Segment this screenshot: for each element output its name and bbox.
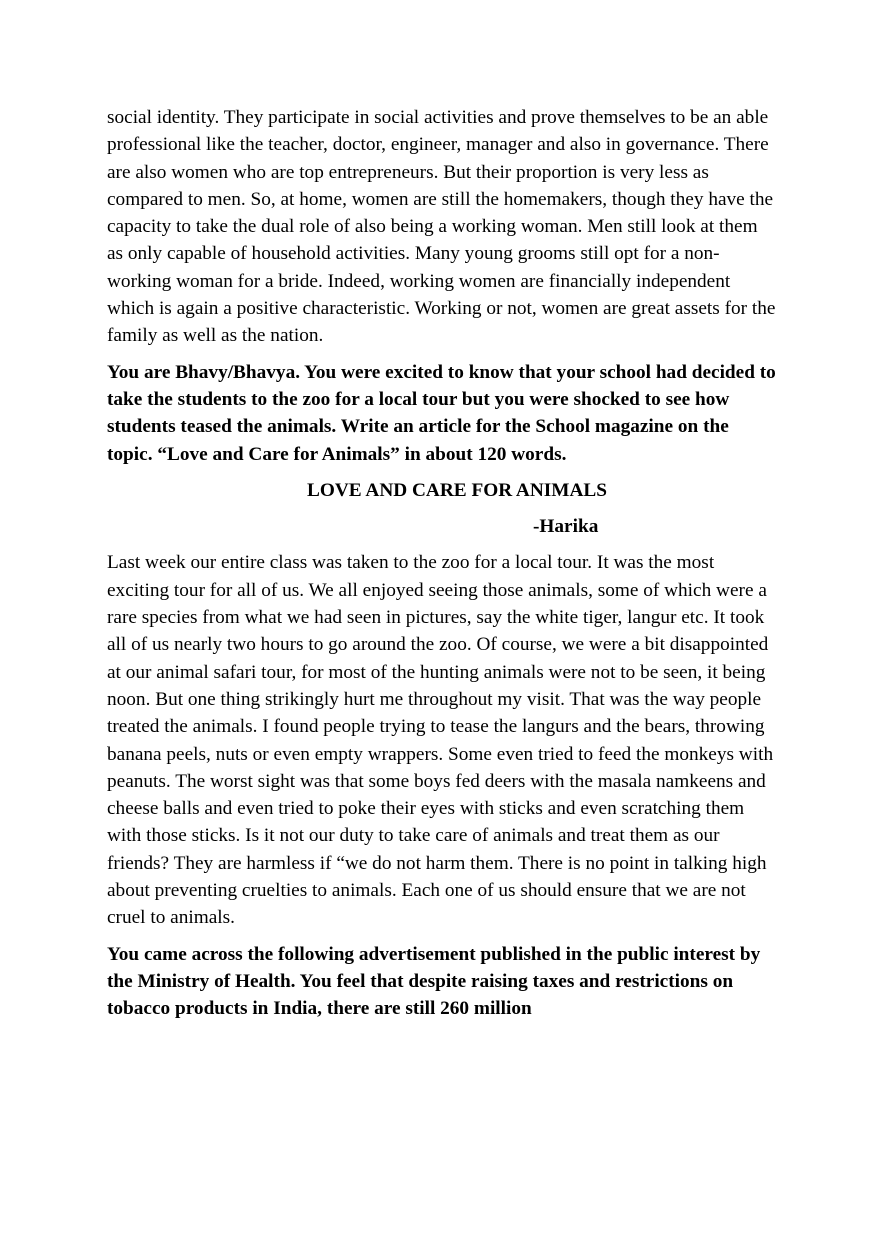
article-author: -Harika bbox=[533, 516, 599, 538]
intro-paragraph: social identity. They participate in social activities and prove themselves to be an able professional like the teacher, doctor, engineer, manager and also in governance. There are also women who are top entrepreneurs. But their proportion is very less as compared to men. So, at home, women are still the homemakers, though they have the capacity to take the dual role of also being a working woman. Men still look at them as only capable of household activities. Many young grooms still opt for a non-working woman for a bride. Indeed, working women are financially independent which is again a positive characteristic. Working or not, women are great assets for the family as well as the nation. bbox=[107, 107, 776, 347]
article-body: Last week our entire class was taken to the zoo for a local tour. It was the most exciting tour for all of us. We all enjoyed seeing those animals, some of which were a rare species from what we had seen in pictures, say the white tiger, langur etc. It took all of us nearly two hours to go around the zoo. Of course, we were a bit disappointed at our animal safari tour, for most of the hunting animals were not to be seen, it being noon. But one thing strikingly hurt me throughout my visit. That was the way people treated the animals. I found people trying to tease the langurs and the bears, throwing banana peels, nuts or even empty wrappers. Some even tried to feed the monkeys with peanuts. The worst sight was that some boys fed deers with the masala namkeens and cheese balls and even tried to poke their eyes with sticks and even scratching them with those sticks. Is it not our duty to take care of animals and treat them as our friends? They are harmless if “we do not harm them. There is no point in talking high about preventing cruelties to animals. Each one of us should ensure that we are not cruel to animals. bbox=[107, 552, 774, 929]
document-page bbox=[107, 104, 777, 1023]
question-ministry-of-health-advertisement: You came across the following advertisement published in the public interest by the Ministry of Health. You feel that despite raising taxes and restrictions on tobacco products in India, there are still 260 million bbox=[107, 943, 761, 1020]
question-love-and-care-for-animals: You are Bhavy/Bhavya. You were excited to know that your school had decided to take the students to the zoo for a local tour but you were shocked to see how students teased the animals. Write an article for the School magazine on the topic. “Love and Care for Animals” in about 120 words. bbox=[107, 361, 776, 465]
article-title: LOVE AND CARE FOR ANIMALS bbox=[307, 479, 607, 501]
